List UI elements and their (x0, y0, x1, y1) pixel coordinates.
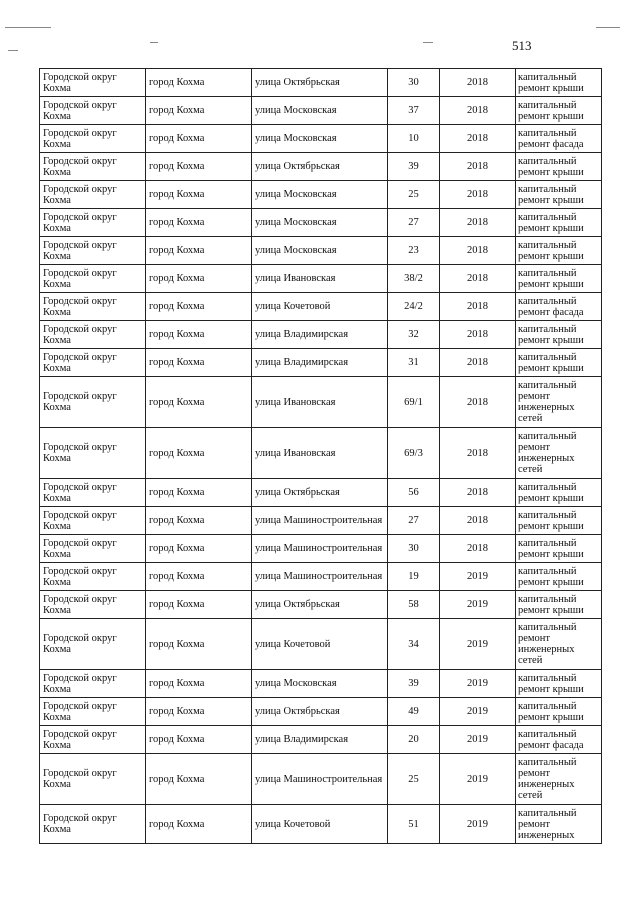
street-cell: улица Машиностроительная (252, 535, 388, 563)
work-type-cell: капитальный ремонт инженерных (516, 805, 602, 844)
street-cell: улица Московская (252, 670, 388, 698)
street-cell: улица Октябрьская (252, 153, 388, 181)
district-cell: Городской округ Кохма (40, 237, 146, 265)
district-cell: Городской округ Кохма (40, 535, 146, 563)
year-cell: 2019 (440, 698, 516, 726)
table-row (40, 181, 602, 209)
work-type-cell: капитальный ремонт фасада (516, 125, 602, 153)
year-cell: 2018 (440, 349, 516, 377)
year-cell: 2019 (440, 670, 516, 698)
district-cell: Городской округ Кохма (40, 97, 146, 125)
work-type-cell: капитальный ремонт инженерных сетей (516, 377, 602, 428)
year-cell: 2019 (440, 563, 516, 591)
house-number-cell: 27 (388, 209, 440, 237)
district-cell: Городской округ Кохма (40, 754, 146, 805)
district-cell: Городской округ Кохма (40, 153, 146, 181)
street-cell: улица Московская (252, 237, 388, 265)
street-cell: улица Кочетовой (252, 619, 388, 670)
table-row (40, 698, 602, 726)
district-cell: Городской округ Кохма (40, 726, 146, 754)
table-row (40, 591, 602, 619)
city-cell: город Кохма (146, 153, 252, 181)
district-cell: Городской округ Кохма (40, 293, 146, 321)
city-cell: город Кохма (146, 535, 252, 563)
street-cell: улица Ивановская (252, 265, 388, 293)
city-cell: город Кохма (146, 726, 252, 754)
year-cell: 2019 (440, 619, 516, 670)
table-row (40, 428, 602, 479)
district-cell: Городской округ Кохма (40, 563, 146, 591)
year-cell: 2018 (440, 321, 516, 349)
house-number-cell: 25 (388, 181, 440, 209)
house-number-cell: 25 (388, 754, 440, 805)
work-type-cell: капитальный ремонт крыши (516, 349, 602, 377)
year-cell: 2019 (440, 726, 516, 754)
street-cell: улица Владимирская (252, 349, 388, 377)
city-cell: город Кохма (146, 69, 252, 97)
page-number: 513 (512, 38, 532, 53)
house-number-cell: 56 (388, 479, 440, 507)
house-number-cell: 49 (388, 698, 440, 726)
street-cell: улица Московская (252, 181, 388, 209)
year-cell: 2018 (440, 479, 516, 507)
year-cell: 2019 (440, 805, 516, 844)
street-cell: улица Октябрьская (252, 698, 388, 726)
scan-artifact-line (8, 50, 18, 51)
work-type-cell: капитальный ремонт крыши (516, 265, 602, 293)
street-cell: улица Кочетовой (252, 293, 388, 321)
table-row (40, 377, 602, 428)
work-type-cell: капитальный ремонт крыши (516, 591, 602, 619)
work-type-cell: капитальный ремонт крыши (516, 69, 602, 97)
table-row (40, 479, 602, 507)
district-cell: Городской округ Кохма (40, 125, 146, 153)
year-cell: 2018 (440, 69, 516, 97)
city-cell: город Кохма (146, 237, 252, 265)
table-row (40, 670, 602, 698)
district-cell: Городской округ Кохма (40, 377, 146, 428)
table-row (40, 125, 602, 153)
district-cell: Городской округ Кохма (40, 479, 146, 507)
table-row (40, 293, 602, 321)
table-row (40, 153, 602, 181)
year-cell: 2018 (440, 535, 516, 563)
year-cell: 2018 (440, 153, 516, 181)
city-cell: город Кохма (146, 754, 252, 805)
table-row (40, 69, 602, 97)
table-row (40, 321, 602, 349)
street-cell: улица Машиностроительная (252, 754, 388, 805)
house-number-cell: 32 (388, 321, 440, 349)
housing-repair-table (39, 68, 602, 844)
street-cell: улица Машиностроительная (252, 507, 388, 535)
city-cell: город Кохма (146, 125, 252, 153)
house-number-cell: 19 (388, 563, 440, 591)
table-row (40, 563, 602, 591)
district-cell: Городской округ Кохма (40, 321, 146, 349)
district-cell: Городской округ Кохма (40, 698, 146, 726)
district-cell: Городской округ Кохма (40, 619, 146, 670)
table-row (40, 726, 602, 754)
work-type-cell: капитальный ремонт фасада (516, 293, 602, 321)
work-type-cell: капитальный ремонт крыши (516, 479, 602, 507)
city-cell: город Кохма (146, 563, 252, 591)
scan-artifact-line (150, 42, 158, 43)
house-number-cell: 34 (388, 619, 440, 670)
house-number-cell: 37 (388, 97, 440, 125)
table-row (40, 619, 602, 670)
street-cell: улица Ивановская (252, 377, 388, 428)
work-type-cell: капитальный ремонт крыши (516, 97, 602, 125)
work-type-cell: капитальный ремонт инженерных сетей (516, 754, 602, 805)
scan-artifact-line (423, 42, 433, 43)
district-cell: Городской округ Кохма (40, 181, 146, 209)
district-cell: Городской округ Кохма (40, 805, 146, 844)
work-type-cell: капитальный ремонт инженерных сетей (516, 619, 602, 670)
table-row (40, 265, 602, 293)
house-number-cell: 10 (388, 125, 440, 153)
work-type-cell: капитальный ремонт крыши (516, 698, 602, 726)
year-cell: 2019 (440, 754, 516, 805)
work-type-cell: капитальный ремонт крыши (516, 563, 602, 591)
table-row (40, 97, 602, 125)
city-cell: город Кохма (146, 349, 252, 377)
city-cell: город Кохма (146, 619, 252, 670)
house-number-cell: 30 (388, 535, 440, 563)
house-number-cell: 23 (388, 237, 440, 265)
street-cell: улица Московская (252, 209, 388, 237)
district-cell: Городской округ Кохма (40, 428, 146, 479)
house-number-cell: 31 (388, 349, 440, 377)
district-cell: Городской округ Кохма (40, 69, 146, 97)
year-cell: 2018 (440, 181, 516, 209)
work-type-cell: капитальный ремонт крыши (516, 209, 602, 237)
house-number-cell: 20 (388, 726, 440, 754)
year-cell: 2018 (440, 237, 516, 265)
street-cell: улица Ивановская (252, 428, 388, 479)
house-number-cell: 51 (388, 805, 440, 844)
street-cell: улица Кочетовой (252, 805, 388, 844)
work-type-cell: капитальный ремонт крыши (516, 153, 602, 181)
work-type-cell: капитальный ремонт крыши (516, 237, 602, 265)
street-cell: улица Машиностроительная (252, 563, 388, 591)
table-row (40, 535, 602, 563)
table-row (40, 237, 602, 265)
house-number-cell: 39 (388, 670, 440, 698)
table-row (40, 349, 602, 377)
city-cell: город Кохма (146, 293, 252, 321)
house-number-cell: 38/2 (388, 265, 440, 293)
city-cell: город Кохма (146, 97, 252, 125)
city-cell: город Кохма (146, 181, 252, 209)
district-cell: Городской округ Кохма (40, 591, 146, 619)
city-cell: город Кохма (146, 805, 252, 844)
work-type-cell: капитальный ремонт крыши (516, 321, 602, 349)
year-cell: 2018 (440, 293, 516, 321)
year-cell: 2018 (440, 507, 516, 535)
city-cell: город Кохма (146, 265, 252, 293)
house-number-cell: 58 (388, 591, 440, 619)
city-cell: город Кохма (146, 321, 252, 349)
house-number-cell: 39 (388, 153, 440, 181)
district-cell: Городской округ Кохма (40, 265, 146, 293)
table-row (40, 507, 602, 535)
street-cell: улица Владимирская (252, 321, 388, 349)
district-cell: Городской округ Кохма (40, 209, 146, 237)
street-cell: улица Октябрьская (252, 69, 388, 97)
street-cell: улица Владимирская (252, 726, 388, 754)
house-number-cell: 69/1 (388, 377, 440, 428)
year-cell: 2018 (440, 265, 516, 293)
work-type-cell: капитальный ремонт инженерных сетей (516, 428, 602, 479)
year-cell: 2018 (440, 125, 516, 153)
house-number-cell: 30 (388, 69, 440, 97)
city-cell: город Кохма (146, 507, 252, 535)
street-cell: улица Октябрьская (252, 591, 388, 619)
city-cell: город Кохма (146, 591, 252, 619)
work-type-cell: капитальный ремонт крыши (516, 670, 602, 698)
city-cell: город Кохма (146, 209, 252, 237)
house-number-cell: 27 (388, 507, 440, 535)
work-type-cell: капитальный ремонт крыши (516, 507, 602, 535)
year-cell: 2018 (440, 428, 516, 479)
city-cell: город Кохма (146, 698, 252, 726)
table-row (40, 209, 602, 237)
year-cell: 2019 (440, 591, 516, 619)
year-cell: 2018 (440, 377, 516, 428)
scan-artifact-line (5, 27, 51, 28)
work-type-cell: капитальный ремонт фасада (516, 726, 602, 754)
street-cell: улица Октябрьская (252, 479, 388, 507)
district-cell: Городской округ Кохма (40, 349, 146, 377)
district-cell: Городской округ Кохма (40, 670, 146, 698)
house-number-cell: 69/3 (388, 428, 440, 479)
work-type-cell: капитальный ремонт крыши (516, 535, 602, 563)
house-number-cell: 24/2 (388, 293, 440, 321)
table-row (40, 805, 602, 844)
year-cell: 2018 (440, 209, 516, 237)
year-cell: 2018 (440, 97, 516, 125)
district-cell: Городской округ Кохма (40, 507, 146, 535)
street-cell: улица Московская (252, 97, 388, 125)
street-cell: улица Московская (252, 125, 388, 153)
scan-artifact-line (596, 27, 620, 28)
table-row (40, 754, 602, 805)
city-cell: город Кохма (146, 377, 252, 428)
city-cell: город Кохма (146, 428, 252, 479)
city-cell: город Кохма (146, 479, 252, 507)
work-type-cell: капитальный ремонт крыши (516, 181, 602, 209)
city-cell: город Кохма (146, 670, 252, 698)
